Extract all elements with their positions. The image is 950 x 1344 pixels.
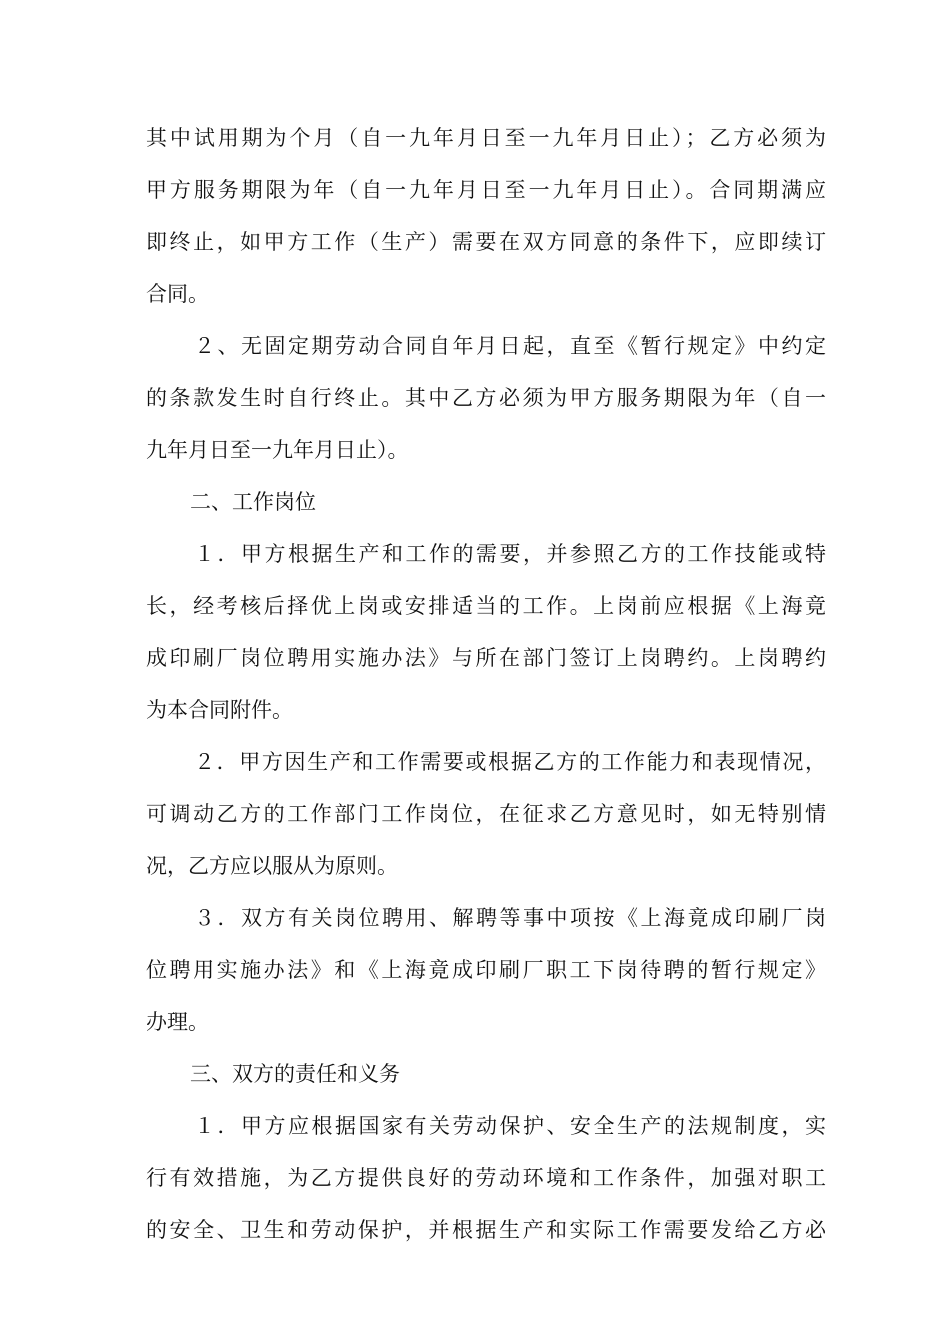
contract-body-text: [146, 112, 826, 1256]
body-line: 其中试用期为个月（自一九年月日至一九年月日止）；乙方必须为: [146, 126, 826, 150]
body-line: 行有效措施，为乙方提供良好的劳动环境和工作条件，加强对职工: [146, 1166, 826, 1190]
body-line: 可调动乙方的工作部门工作岗位，在征求乙方意见时，如无特别情: [146, 802, 826, 826]
body-line: 甲方服务期限为年（自一九年月日至一九年月日止）。合同期满应: [146, 178, 826, 202]
body-line: 的条款发生时自行终止。其中乙方必须为甲方服务期限为年（自一: [146, 386, 826, 410]
list-item-start: １．甲方根据生产和工作的需要，并参照乙方的工作技能或特: [194, 542, 826, 566]
body-line: 长，经考核后择优上岗或安排适当的工作。上岗前应根据《上海竟: [146, 594, 826, 618]
section-heading: 三、双方的责任和义务: [190, 1062, 400, 1086]
section-heading: 二、工作岗位: [190, 490, 316, 514]
list-item-start: ２．甲方因生产和工作需要或根据乙方的工作能力和表现情况，: [194, 750, 826, 774]
list-item-start: １．甲方应根据国家有关劳动保护、安全生产的法规制度，实: [194, 1114, 826, 1138]
list-item-start: ３．双方有关岗位聘用、解聘等事中项按《上海竟成印刷厂岗: [194, 906, 826, 930]
list-item-start: ２、无固定期劳动合同自年月日起，直至《暂行规定》中约定: [194, 334, 826, 358]
body-line: 九年月日至一九年月日止）。: [146, 438, 409, 462]
body-line: 合同。: [146, 282, 209, 306]
body-line: 为本合同附件。: [146, 698, 293, 722]
body-line: 况，乙方应以服从为原则。: [146, 854, 398, 878]
body-line: 即终止，如甲方工作（生产）需要在双方同意的条件下，应即续订: [146, 230, 826, 254]
body-line: 办理。: [146, 1010, 209, 1034]
body-line: 位聘用实施办法》和《上海竟成印刷厂职工下岗待聘的暂行规定》: [146, 958, 826, 982]
body-line: 的安全、卫生和劳动保护，并根据生产和实际工作需要发给乙方必: [146, 1218, 826, 1242]
body-line: 成印刷厂岗位聘用实施办法》与所在部门签订上岗聘约。上岗聘约: [146, 646, 826, 670]
